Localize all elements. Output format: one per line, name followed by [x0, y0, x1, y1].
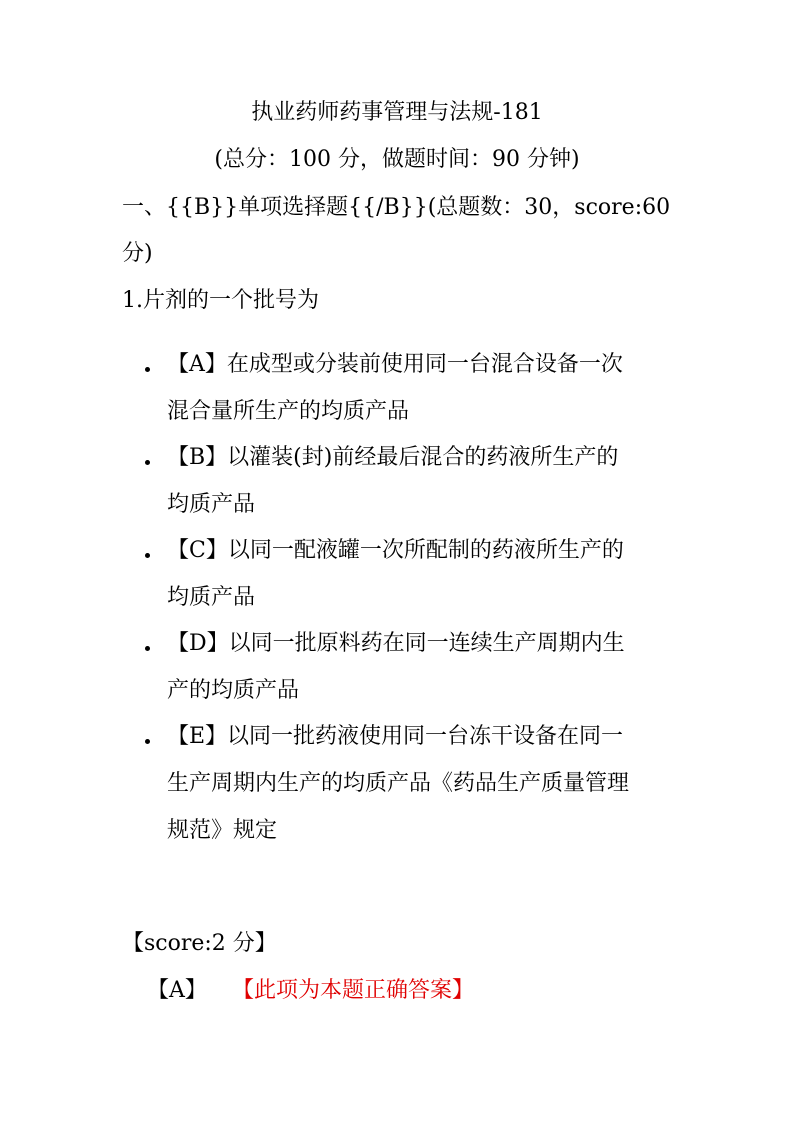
option-c-line-2: 均质产品 — [167, 585, 256, 610]
page-title: 执业药师药事管理与法规-181 — [251, 100, 543, 125]
option-a-line-1: 【A】在成型或分装前使用同一台混合设备一次 — [167, 352, 623, 377]
option-d-line-2: 产的均质产品 — [167, 678, 300, 703]
section-heading-continued: 分) — [122, 241, 153, 266]
bullet-icon — [145, 553, 150, 558]
bullet-icon — [145, 739, 150, 744]
question-text: 1.片剂的一个批号为 — [122, 288, 319, 313]
bullet-icon — [145, 460, 150, 465]
option-e-line-3: 规范》规定 — [167, 818, 278, 843]
option-b-line-2: 均质产品 — [167, 492, 256, 517]
section-heading: 一、{{B}}单项选择题{{/B}}(总题数：30，score:60 — [122, 195, 671, 220]
answer-label: 【A】 — [147, 978, 207, 1003]
score-label: 【score:2 分】 — [122, 931, 277, 956]
correct-answer-note: 【此项为本题正确答案】 — [232, 978, 475, 1003]
page-subtitle: (总分：100 分，做题时间：90 分钟) — [214, 147, 580, 172]
option-b-line-1: 【B】以灌装(封)前经最后混合的药液所生产的 — [167, 445, 619, 470]
bullet-icon — [145, 646, 150, 651]
option-a-line-2: 混合量所生产的均质产品 — [167, 399, 410, 424]
bullet-icon — [145, 367, 150, 372]
option-e-line-2: 生产周期内生产的均质产品《药品生产质量管理 — [167, 771, 630, 796]
option-d-line-1: 【D】以同一批原料药在同一连续生产周期内生 — [167, 631, 625, 656]
option-c-line-1: 【C】以同一配液罐一次所配制的药液所生产的 — [167, 538, 624, 563]
option-e-line-1: 【E】以同一批药液使用同一台冻干设备在同一 — [167, 724, 624, 749]
